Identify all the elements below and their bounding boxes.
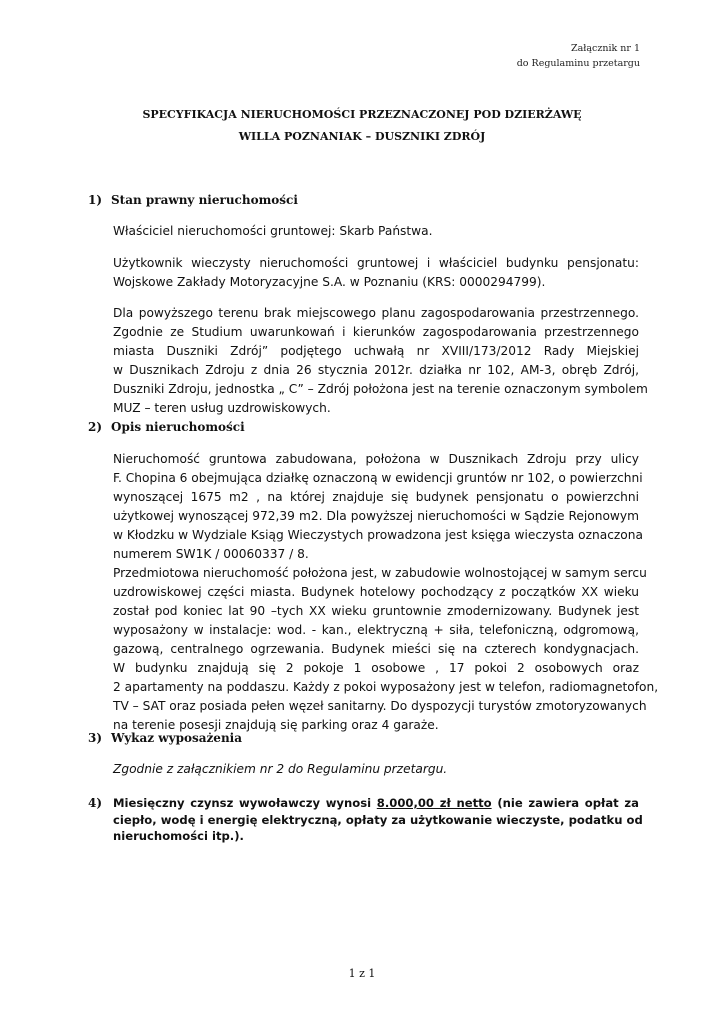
paragraph-line: Zgodnie ze Studium uwarunkowań i kierunków zagospodarowania przestrzennego bbox=[113, 325, 639, 339]
attachment-line-1: Załącznik nr 1 bbox=[571, 43, 640, 54]
document-title: SPECYFIKACJA NIERUCHOMOŚCI PRZEZNACZONEJ POD DZIERŻAWĘ bbox=[142, 108, 582, 121]
paragraph-line: w Kłodzku w Wydziale Ksiąg Wieczystych prowadzona jest księga wieczysta oznaczona bbox=[113, 528, 643, 542]
document-subtitle: WILLA POZNANIAK – DUSZNIKI ZDRÓJ bbox=[238, 130, 486, 143]
paragraph-line: Duszniki Zdroju, jednostka „ C” – Zdrój położona jest na terenie oznaczonym symbolem bbox=[113, 382, 648, 396]
paragraph-line: F. Chopina 6 obejmująca działkę oznaczoną w ewidencji gruntów nr 102, o powierzchni bbox=[113, 471, 643, 485]
section-1-owner-paragraph bbox=[113, 222, 639, 241]
section-1-number: 1) bbox=[88, 193, 103, 207]
paragraph-line: miasta Duszniki Zdrój” podjętego uchwałą nr XVIII/173/2012 Rady Miejskiej bbox=[113, 344, 639, 358]
paragraph-line: MUZ – teren usług uzdrowiskowych. bbox=[113, 401, 331, 415]
rent-line-1 bbox=[113, 795, 639, 812]
section-1-planning-paragraph bbox=[113, 304, 648, 418]
rent-line-3: nieruchomości itp.). bbox=[113, 829, 244, 843]
page-number: 1 z 1 bbox=[348, 967, 376, 980]
section-4-number-wrap bbox=[88, 795, 111, 811]
section-3-paragraph bbox=[113, 760, 639, 779]
section-1-heading bbox=[88, 192, 298, 208]
attachment-note bbox=[517, 41, 640, 71]
section-4-rent-paragraph bbox=[113, 795, 643, 845]
section-2-number: 2) bbox=[88, 420, 103, 434]
section-1-title: Stan prawny nieruchomości bbox=[111, 193, 298, 207]
section-2-title: Opis nieruchomości bbox=[111, 420, 245, 434]
paragraph-line: Zgodnie z załącznikiem nr 2 do Regulaminu przetargu. bbox=[113, 762, 448, 776]
section-4-number: 4) bbox=[88, 796, 103, 810]
section-3-title: Wykaz wyposażenia bbox=[111, 731, 243, 745]
paragraph-line: wynoszącej 1675 m2 , na której znajduje się budynek pensjonatu o powierzchni bbox=[113, 490, 639, 504]
paragraph-line: Przedmiotowa nieruchomość położona jest, w zabudowie wolnostojącej w samym sercu bbox=[113, 566, 647, 580]
rent-amount: 8.000,00 zł netto bbox=[376, 796, 492, 810]
paragraph-line: wyposażony w instalacje: wod. - kan., elektryczną + siła, telefoniczną, odgromową, bbox=[113, 623, 639, 637]
section-1-user-paragraph bbox=[113, 254, 639, 292]
paragraph-line: numerem SW1K / 00060337 / 8. bbox=[113, 547, 309, 561]
paragraph-line: 2 apartamenty na poddaszu. Każdy z pokoi wyposażony jest w telefon, radiomagnetofon, bbox=[113, 680, 659, 694]
paragraph-line: Dla powyższego terenu brak miejscowego planu zagospodarowania przestrzennego. bbox=[113, 306, 639, 320]
paragraph-line: Wojskowe Zakłady Motoryzacyjne S.A. w Poznaniu (KRS: 0000294799). bbox=[113, 275, 546, 289]
paragraph-line: użytkowej wynoszącej 972,39 m2. Dla powyższej nieruchomości w Sądzie Rejonowym bbox=[113, 509, 639, 523]
paragraph-line: Nieruchomość gruntowa zabudowana, położona w Dusznikach Zdroju przy ulicy bbox=[113, 452, 639, 466]
paragraph-line: Użytkownik wieczysty nieruchomości gruntowej i właściciel budynku pensjonatu: bbox=[113, 256, 639, 270]
section-2-heading bbox=[88, 419, 245, 435]
paragraph-line: W budynku znajdują się 2 pokoje 1 osobowe , 17 pokoi 2 osobowych oraz bbox=[113, 661, 639, 675]
paragraph-line: uzdrowiskowej części miasta. Budynek hotelowy pochodzący z początków XX wieku bbox=[113, 585, 639, 599]
paragraph-line: Właściciel nieruchomości gruntowej: Skarb Państwa. bbox=[113, 224, 433, 238]
paragraph-line: na terenie posesji znajdują się parking oraz 4 garaże. bbox=[113, 718, 439, 732]
rent-intro: Miesięczny czynsz wywoławczy wynosi bbox=[113, 796, 377, 810]
attachment-line-2: do Regulaminu przetargu bbox=[516, 58, 640, 69]
paragraph-line: gazową, centralnego ogrzewania. Budynek mieści się na czterech kondygnacjach. bbox=[113, 642, 639, 656]
section-3-number: 3) bbox=[88, 731, 103, 745]
rent-line-2: ciepło, wodę i energię elektryczną, opłaty za użytkowanie wieczyste, podatku od bbox=[113, 812, 643, 827]
paragraph-line: TV – SAT oraz posiada pełen węzeł sanitarny. Do dyspozycji turystów zmotoryzowanych bbox=[113, 699, 647, 713]
rent-note-start: (nie zawiera opłat za bbox=[491, 796, 640, 810]
section-2-building-paragraph bbox=[113, 564, 659, 735]
section-2-property-paragraph bbox=[113, 450, 643, 564]
paragraph-line: w Dusznikach Zdroju z dnia 26 stycznia 2012r. działka nr 102, AM-3, obręb Zdrój, bbox=[113, 363, 639, 377]
paragraph-line: został pod koniec lat 90 –tych XX wieku gruntownie zmodernizowany. Budynek jest bbox=[113, 604, 639, 618]
section-3-heading bbox=[88, 730, 242, 746]
